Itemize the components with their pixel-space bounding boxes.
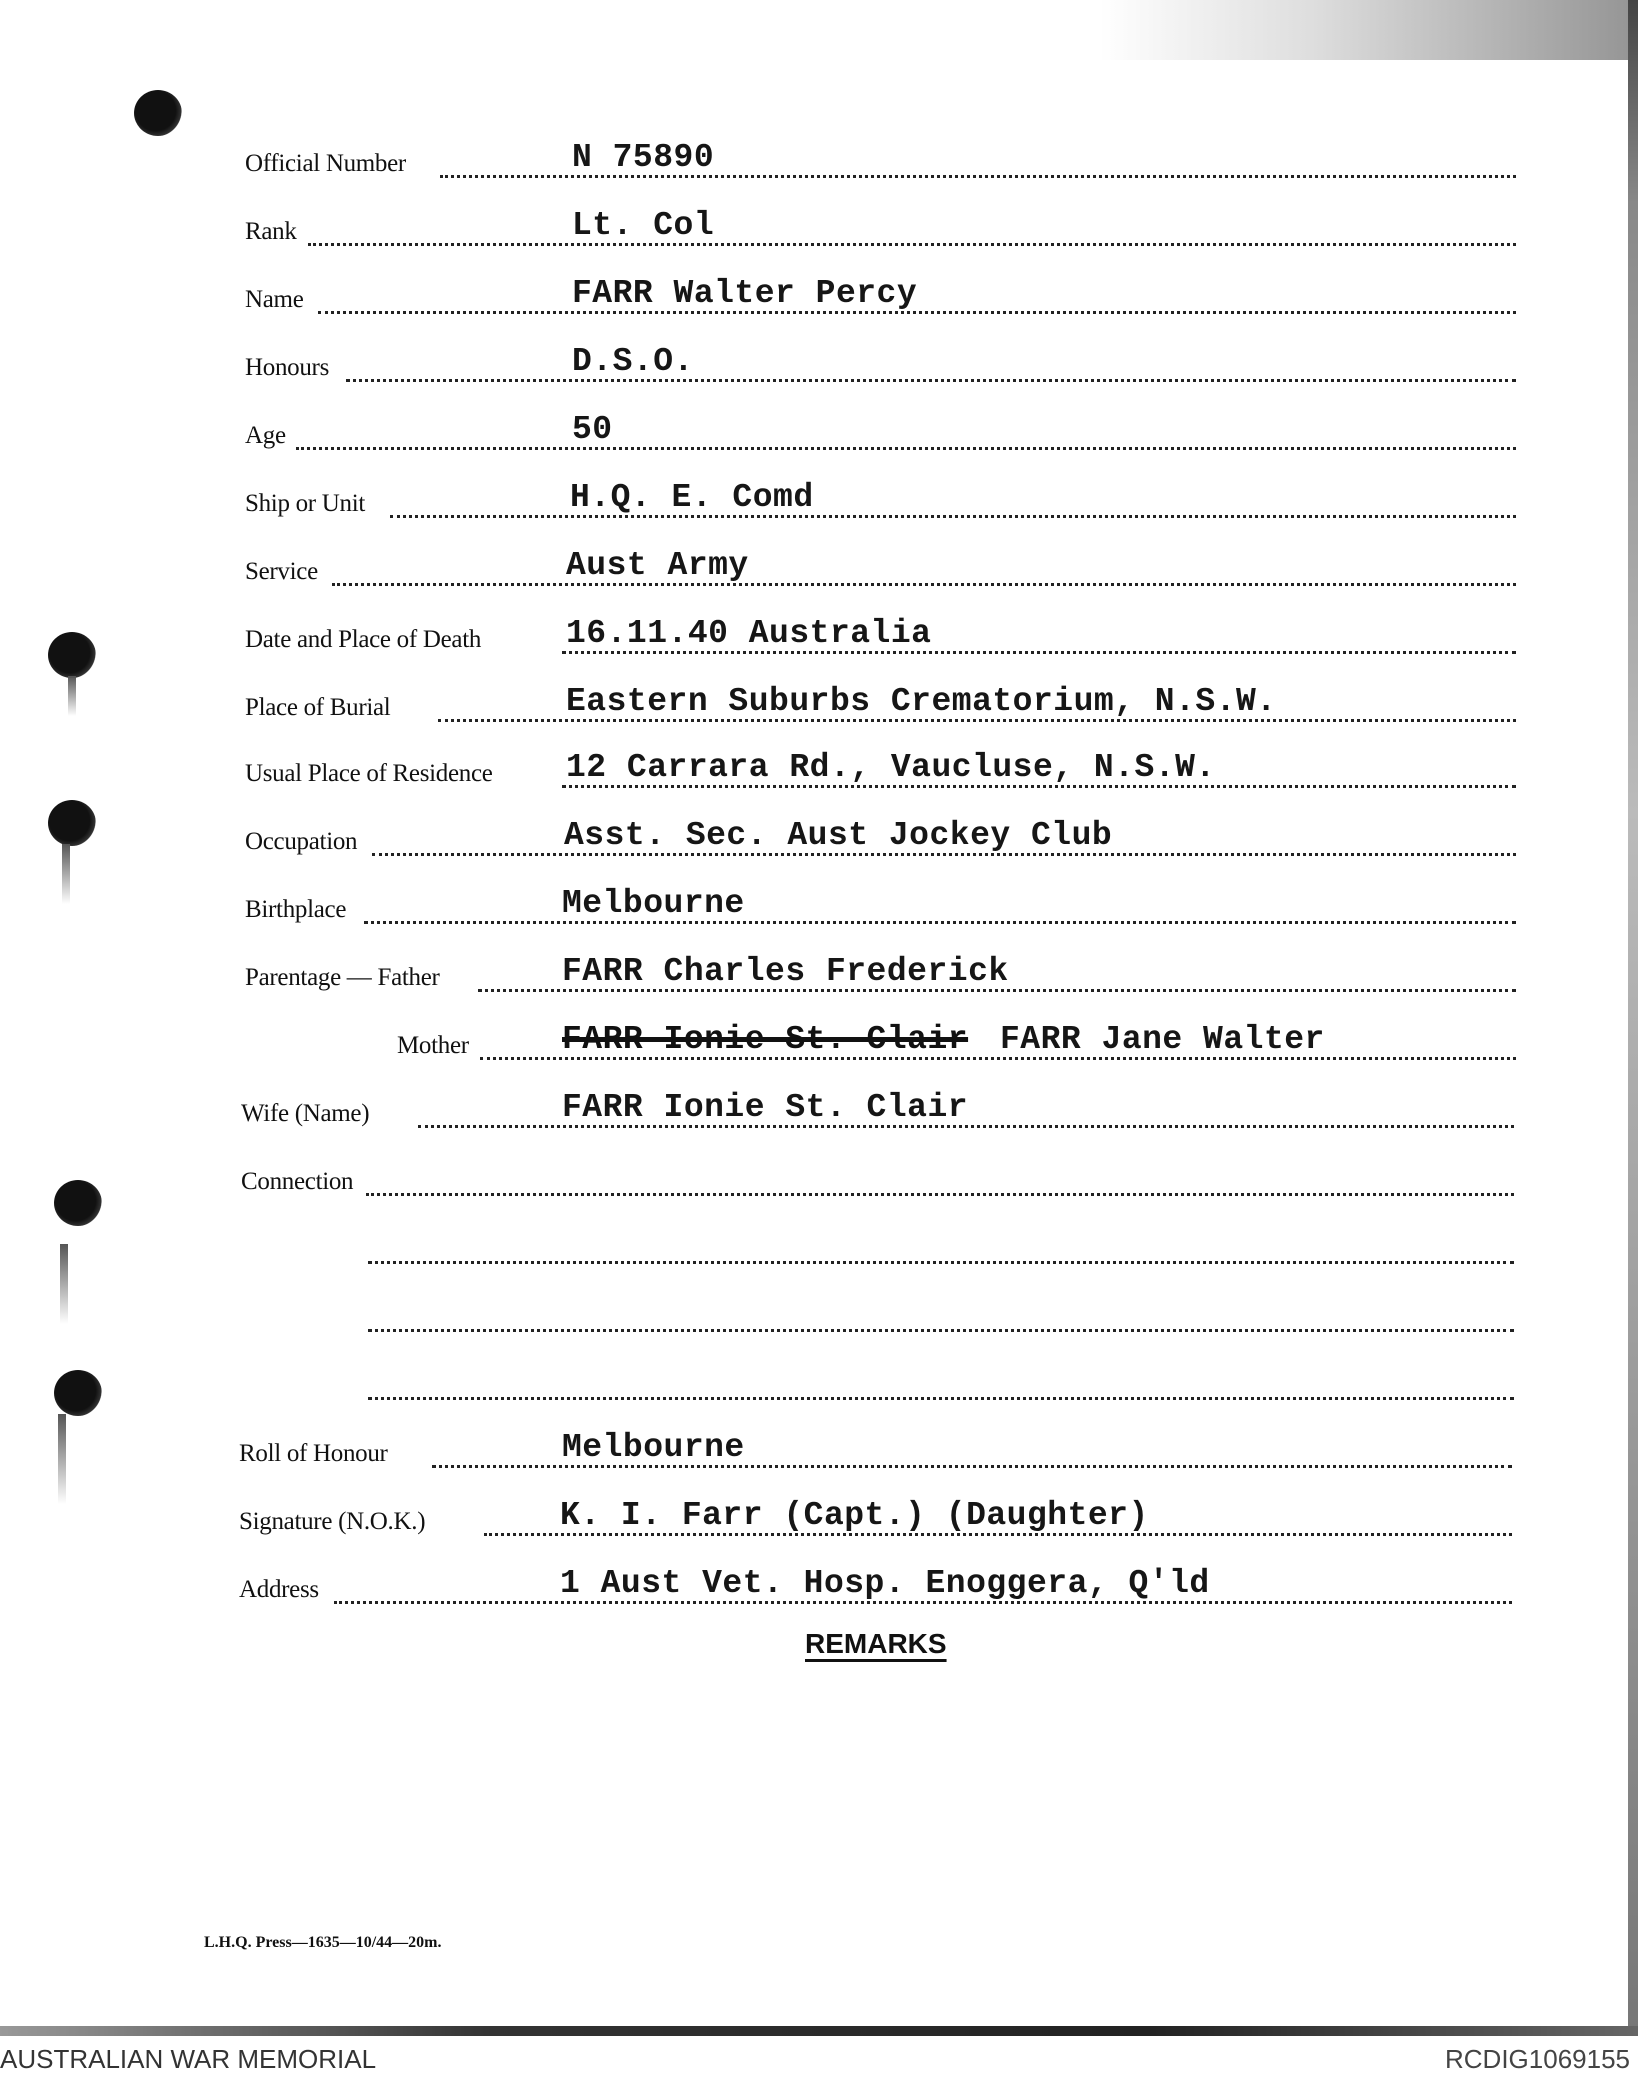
field-label: Roll of Honour: [239, 1440, 388, 1467]
field-label: Wife (Name): [241, 1100, 370, 1127]
field-value: 50: [572, 411, 613, 448]
field-label: Parentage — Father: [245, 964, 440, 991]
field-honours: [0, 344, 1520, 388]
dotted-rule: [368, 1329, 1514, 1332]
field-age: [0, 412, 1520, 456]
field-value: Melbourne: [562, 885, 745, 922]
scan-shadow-bottom: [0, 2026, 1638, 2036]
field-label: Service: [245, 558, 318, 585]
dotted-rule: [366, 1193, 1514, 1196]
field-label: Official Number: [245, 150, 406, 177]
field-wife-name: [0, 1090, 1520, 1134]
field-occupation: [0, 818, 1520, 862]
field-label: Address: [239, 1576, 319, 1603]
field-usual-residence: [0, 750, 1520, 794]
field-rank: [0, 208, 1520, 252]
dotted-rule: [296, 447, 1516, 450]
field-address: [0, 1566, 1520, 1610]
field-birthplace: [0, 886, 1520, 930]
struck-out-value: FARR Ionie St. Clair: [562, 1021, 969, 1058]
field-value: N 75890: [572, 139, 715, 176]
field-label: Mother: [397, 1032, 469, 1059]
field-connection: [0, 1158, 1520, 1202]
field-label: Rank: [245, 218, 297, 245]
field-label: Birthplace: [245, 896, 347, 923]
dotted-rule: [332, 583, 1516, 586]
field-value: 16.11.40 Australia: [566, 615, 932, 652]
field-roll-of-honour: [0, 1430, 1520, 1474]
field-value: Lt. Col: [572, 207, 715, 244]
dotted-rule: [364, 921, 1516, 924]
field-label: Occupation: [245, 828, 358, 855]
dotted-rule: [368, 1397, 1514, 1400]
connection-blank-line: [0, 1226, 1520, 1270]
field-value: H.Q. E. Comd: [570, 479, 814, 516]
punch-hole-icon: [134, 90, 182, 136]
field-ship-or-unit: [0, 480, 1520, 524]
dotted-rule: [368, 1261, 1514, 1264]
connection-blank-line: [0, 1362, 1520, 1406]
field-place-of-burial: [0, 684, 1520, 728]
field-official-number: [0, 140, 1520, 184]
field-label: Honours: [245, 354, 330, 381]
field-signature-nok: [0, 1498, 1520, 1542]
field-value: K. I. Farr (Capt.) (Daughter): [560, 1497, 1149, 1534]
footer-record-id: RCDIG1069155: [1445, 2044, 1630, 2074]
field-value: FARR Charles Frederick: [562, 953, 1009, 990]
dotted-rule: [390, 515, 1516, 518]
field-father: [0, 954, 1520, 998]
field-label: Name: [245, 286, 304, 313]
connection-blank-line: [0, 1294, 1520, 1338]
print-code: L.H.Q. Press—1635—10/44—20m.: [204, 1934, 442, 1951]
field-label: Connection: [241, 1168, 354, 1195]
field-value: Aust Army: [566, 547, 749, 584]
field-label: Date and Place of Death: [245, 626, 482, 653]
field-value: 12 Carrara Rd., Vaucluse, N.S.W.: [566, 749, 1216, 786]
field-mother: [0, 1022, 1520, 1066]
field-name: [0, 276, 1520, 320]
field-service: [0, 548, 1520, 592]
remarks-heading: REMARKS: [805, 1628, 947, 1659]
dotted-rule: [346, 379, 1516, 382]
field-label: Usual Place of Residence: [245, 760, 493, 787]
field-date-place-of-death: [0, 616, 1520, 660]
field-value: Melbourne: [562, 1429, 745, 1466]
field-value: FARR Walter Percy: [572, 275, 918, 312]
field-value: Eastern Suburbs Crematorium, N.S.W.: [566, 683, 1277, 720]
dotted-rule: [308, 243, 1516, 246]
field-value: D.S.O.: [572, 343, 694, 380]
footer-archive-name: AUSTRALIAN WAR MEMORIAL: [0, 2044, 377, 2074]
scan-shadow-right: [1628, 0, 1638, 2030]
field-value: 1 Aust Vet. Hosp. Enoggera, Q'ld: [560, 1565, 1210, 1602]
field-value: FARR Jane Walter: [1000, 1021, 1325, 1058]
field-label: Age: [245, 422, 286, 449]
field-value: Asst. Sec. Aust Jockey Club: [564, 817, 1113, 854]
field-label: Ship or Unit: [245, 490, 366, 517]
field-label: Signature (N.O.K.): [239, 1508, 426, 1535]
field-value: FARR Ionie St. Clair: [562, 1089, 969, 1126]
scan-shadow-top: [1100, 0, 1638, 60]
field-label: Place of Burial: [245, 694, 391, 721]
